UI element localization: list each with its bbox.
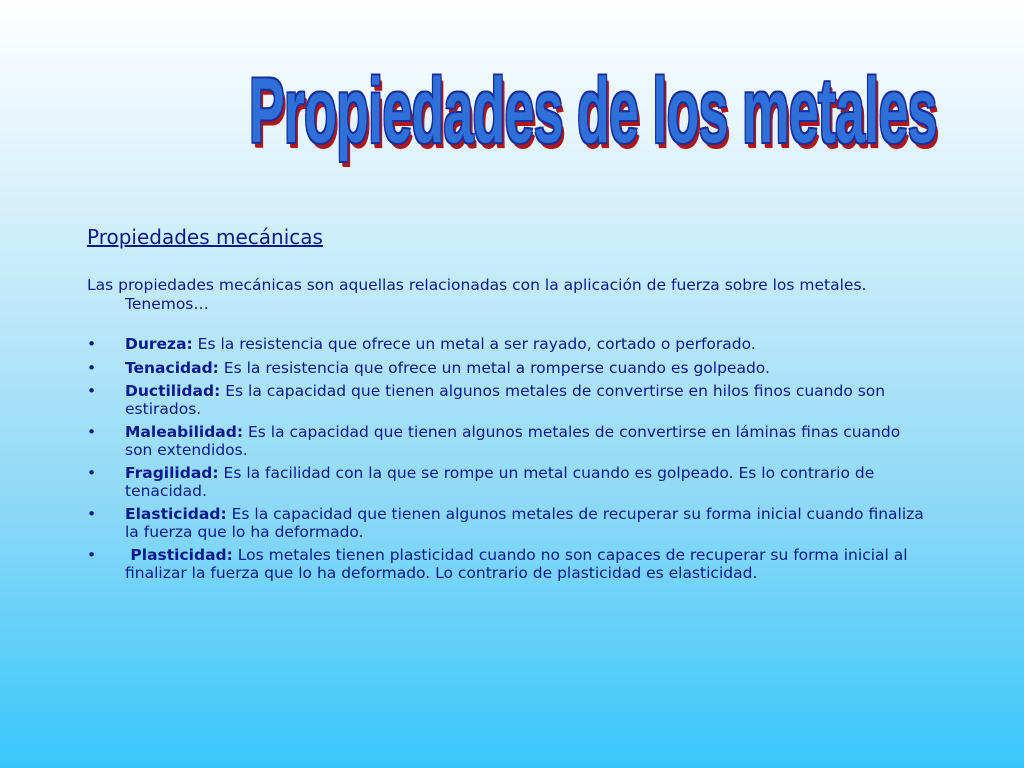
property-description: Es la facilidad con la que se rompe un metal cuando es golpeado. Es lo contrario de tenacidad. [125, 464, 875, 500]
property-description: Los metales tienen plasticidad cuando no son capaces de recuperar su forma inicial al finalizar la fuerza que lo ha deformado. Lo contrario de plasticidad es elasticidad. [125, 546, 908, 582]
properties-list [87, 336, 927, 582]
property-term: Ductilidad: [125, 382, 221, 400]
section-heading: Propiedades mecánicas [87, 225, 323, 249]
property-term: Tenacidad: [125, 358, 219, 377]
property-description: Es la resistencia que ofrece un metal a romperse cuando es golpeado. [218, 358, 770, 377]
bullet-icon: • [87, 423, 97, 441]
intro-paragraph: Las propiedades mecánicas son aquellas relacionadas con la aplicación de fuerza sobre los metales. Tenemos… [87, 276, 867, 313]
bullet-icon: • [87, 546, 97, 564]
list-item [87, 506, 927, 541]
title-area [0, 46, 1024, 196]
list-item [87, 424, 927, 459]
property-term: Fragilidad: [125, 464, 219, 482]
slide-title: Propiedades de los metales [249, 60, 937, 162]
property-term: Elasticidad: [125, 505, 227, 523]
list-item [87, 383, 927, 418]
slide-content [87, 222, 927, 588]
property-description: Es la capacidad que tienen algunos metales de recuperar su forma inicial cuando finaliza la fuerza que lo ha deformado. [125, 505, 924, 541]
property-description: Es la capacidad que tienen algunos metales de convertirse en hilos finos cuando son estirados. [125, 382, 886, 418]
list-item [87, 465, 927, 500]
list-item [87, 547, 927, 582]
property-term: Maleabilidad: [125, 423, 244, 441]
property-description: Es la resistencia que ofrece un metal a ser rayado, cortado o perforado. [192, 335, 756, 353]
bullet-icon: • [87, 464, 97, 482]
bullet-icon: • [87, 505, 97, 523]
bullet-icon: • [87, 382, 97, 400]
bullet-icon: • [87, 358, 97, 377]
property-term: Plasticidad: [125, 546, 233, 564]
list-item [87, 336, 927, 354]
bullet-icon: • [87, 335, 97, 353]
list-item [87, 360, 927, 378]
property-term: Dureza: [125, 335, 193, 353]
property-description: Es la capacidad que tienen algunos metales de convertirse en láminas finas cuando son extendidos. [125, 423, 901, 459]
